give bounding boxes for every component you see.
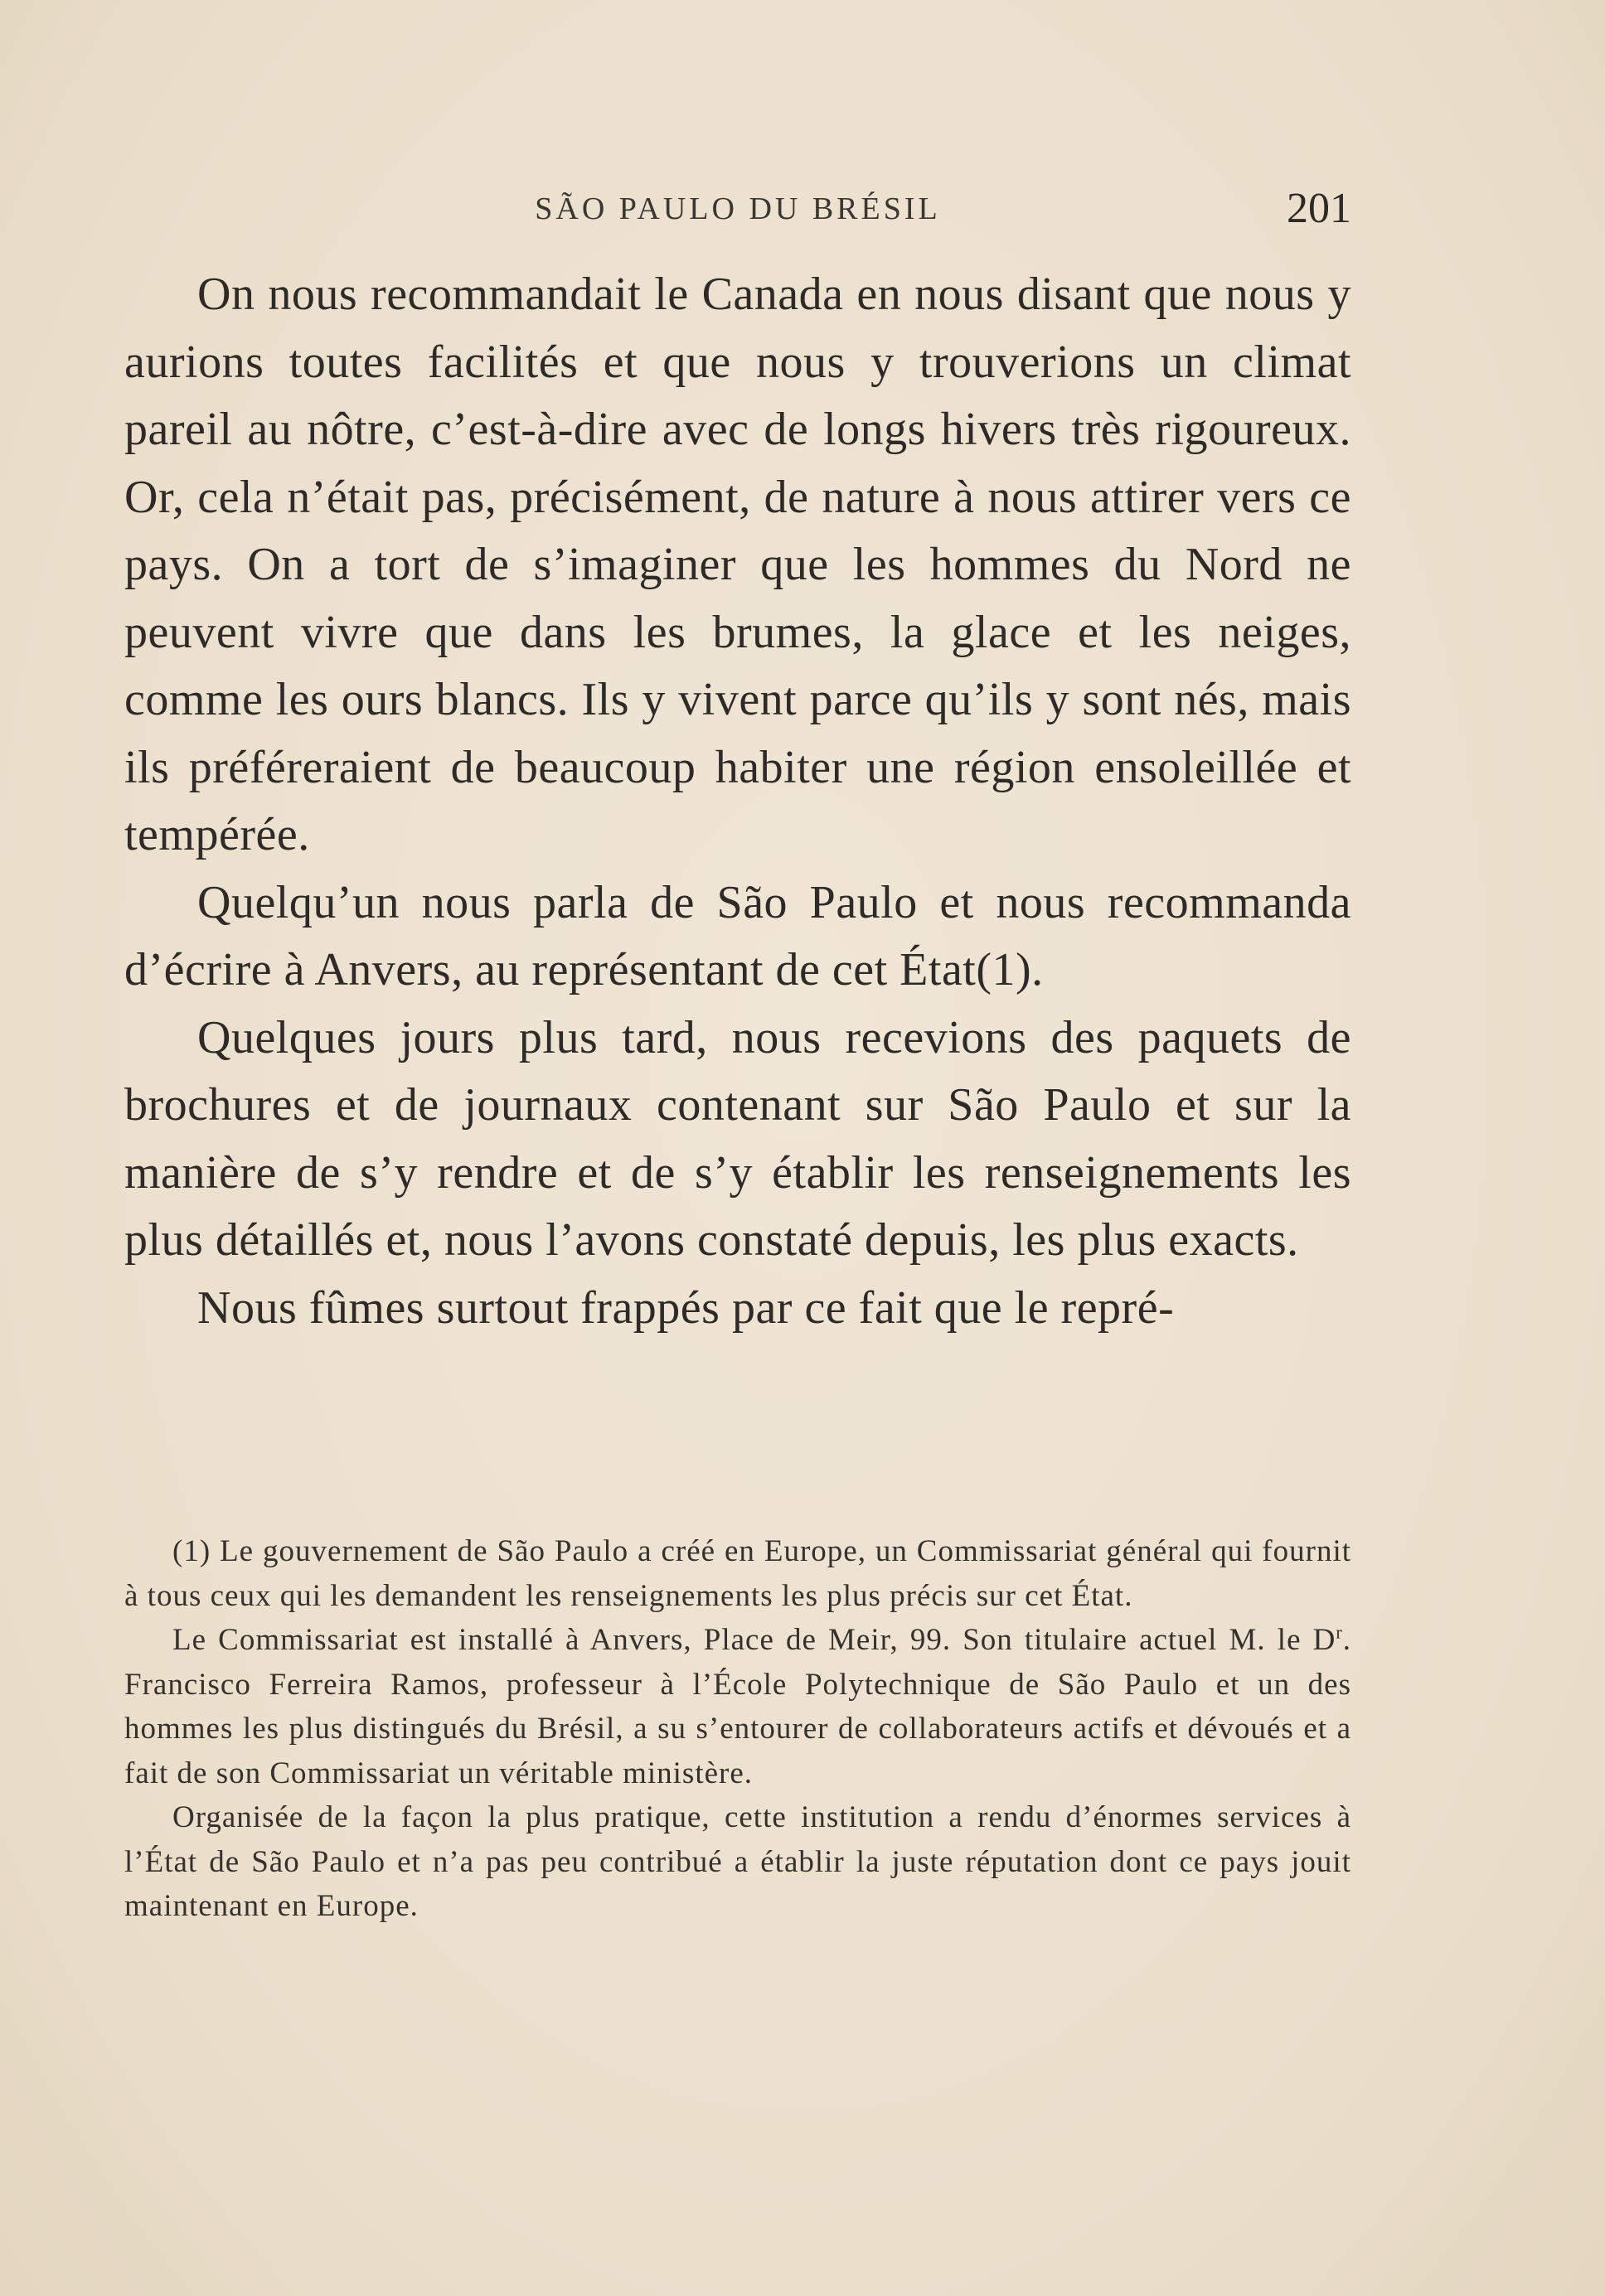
footnote-text: Le Commissariat est installé à Anvers, Place de Meir, 99. Son titulaire actuel M. le D (172, 1623, 1336, 1657)
paragraph: Quelques jours plus tard, nous recevions des paquets de brochures et de journaux contenant sur São Paulo et sur la manière de s’y rendre et de s’y établir les renseignements les plus détaillés et, nous l’avons constaté depuis, les plus exacts. (124, 1011, 1351, 1266)
page-number: 201 (1287, 185, 1351, 232)
footnote-paragraph: (1) Le gouvernement de São Paulo a créé en Europe, un Commissariat général qui fournit à tous ceux qui les demandent les renseignements les plus précis sur cet État. (124, 1534, 1351, 1613)
running-head (124, 184, 1351, 234)
footnotes (124, 1529, 1351, 1929)
footnote-ref: (1). (976, 944, 1044, 995)
paragraph (124, 869, 1351, 1005)
footnote-paragraph (124, 1618, 1351, 1795)
superscript: r (1336, 1621, 1343, 1643)
paragraph: On nous recommandait le Canada en nous disant que nous y aurions toutes facilités et que nous y trouverions un climat pareil au nôtre, c’est-à-dire avec de longs hivers très rigoureux. Or, cela n’était pas, précisément, de nature à nous attirer vers ce pays. On a tort de s’imaginer que les hommes du Nord ne peuvent vivre que dans les brumes, la glace et les neiges, comme les ours blancs. Ils y vivent parce qu’ils y sont nés, mais ils préféreraient de beaucoup habiter une région ensoleillée et tempérée. (124, 269, 1351, 860)
paragraph: Nous fûmes surtout frappés par ce fait que le repré- (197, 1281, 1175, 1334)
paragraph-text: Quelqu’un nous parla de São Paulo et nous recommanda d’écrire à Anvers, au représentant de cet État (124, 876, 1351, 995)
footnote-paragraph: Organisée de la façon la plus pratique, cette institution a rendu d’énormes services à l’État de São Paulo et n’a pas peu contribué a établir la juste réputation dont ce pays jouit maintenant en Europe. (124, 1800, 1351, 1923)
body-text (124, 261, 1351, 1342)
footnote-text: . Francisco Ferreira Ramos, professeur à l’École Polytechnique de São Paulo et un des hommes les plus distingués du Brésil, a su s’entourer de collaborateurs actifs et dévoués et a fait de son Commissariat un véritable ministère. (124, 1623, 1351, 1790)
running-title: SÃO PAULO DU BRÉSIL (535, 191, 941, 226)
